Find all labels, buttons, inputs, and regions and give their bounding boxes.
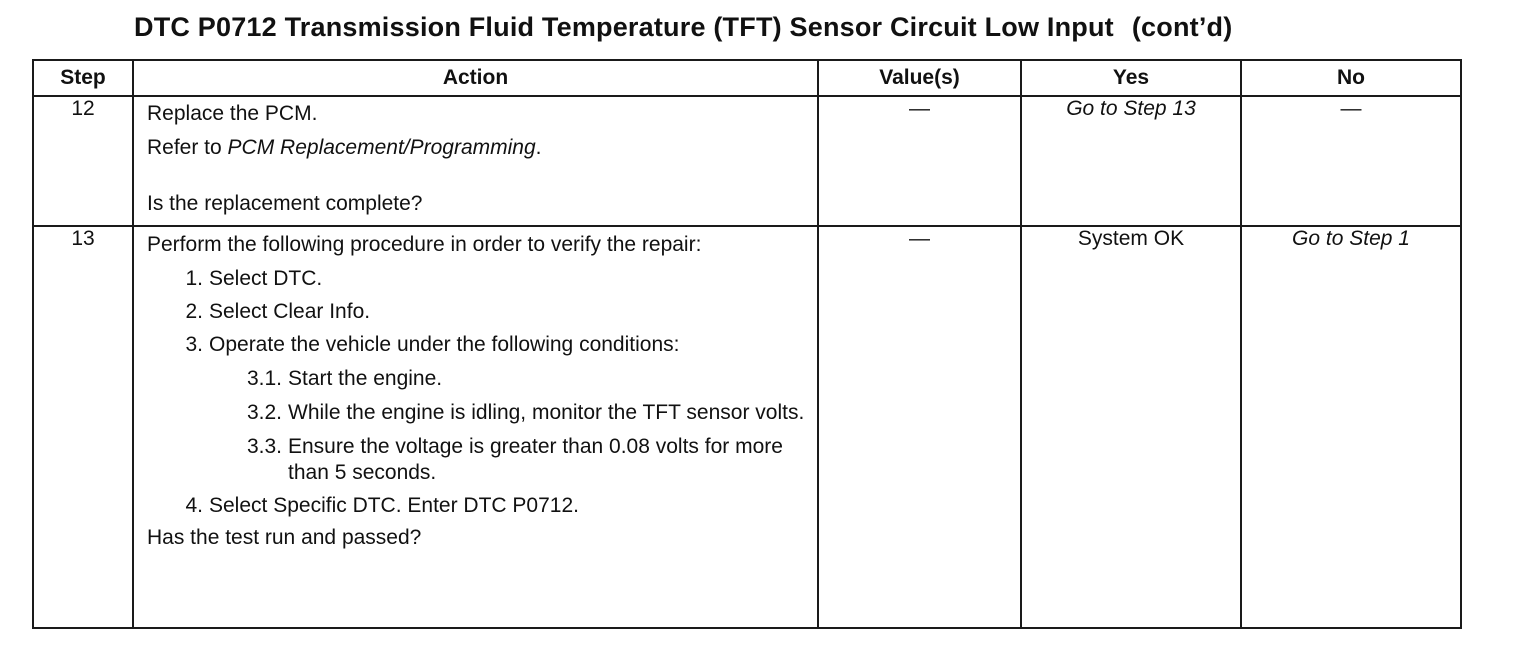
no-text: —: [1340, 97, 1362, 120]
step-number: 13: [33, 226, 133, 628]
action-cell: [133, 226, 818, 628]
values-text: —: [909, 227, 930, 250]
action-question: Is the replacement complete?: [147, 192, 423, 215]
diagnostic-table: [32, 59, 1462, 629]
action-intro: Perform the following procedure in order to verify the repair:: [147, 233, 702, 256]
no-cell: [1241, 226, 1461, 628]
yes-goto-link[interactable]: Go to Step 13: [1066, 97, 1196, 120]
procedure-step: 4. Select Specific DTC. Enter DTC P0712.: [185, 494, 579, 517]
page-title: [134, 12, 1232, 43]
no-goto-link[interactable]: Go to Step 1: [1292, 227, 1410, 250]
table-header-row: [33, 60, 1461, 96]
procedure-step: 1. Select DTC.: [185, 267, 323, 290]
yes-result: System OK: [1077, 227, 1185, 250]
header-values: Value(s): [818, 60, 1021, 96]
title-main: DTC P0712 Transmission Fluid Temperature (TFT) Sensor Circuit Low Input: [134, 12, 1114, 42]
procedure-step: 3. Operate the vehicle under the following conditions:: [185, 333, 680, 356]
table-row: [33, 96, 1461, 226]
action-line: Replace the PCM.: [147, 102, 318, 125]
header-no: No: [1241, 60, 1461, 96]
values-cell: [818, 96, 1021, 226]
no-cell: [1241, 96, 1461, 226]
title-contd: (cont’d): [1131, 12, 1233, 42]
values-cell: [818, 226, 1021, 628]
yes-cell: [1021, 96, 1241, 226]
header-action: Action: [133, 60, 818, 96]
reference-link[interactable]: PCM Replacement/Programming: [227, 136, 536, 159]
table-row: [33, 226, 1461, 628]
procedure-step: 2. Select Clear Info.: [185, 300, 371, 323]
procedure-substep: 3.2. While the engine is idling, monitor the TFT sensor volts.: [246, 401, 805, 424]
action-reference: Refer to PCM Replacement/Programming.: [147, 136, 542, 159]
step-number: 12: [33, 96, 133, 226]
header-step: Step: [33, 60, 133, 96]
values-text: —: [909, 97, 930, 120]
yes-cell: [1021, 226, 1241, 628]
action-question: Has the test run and passed?: [147, 526, 422, 549]
procedure-substep: 3.3. Ensure the voltage is greater than 0.08 volts for more than 5 seconds.: [246, 435, 783, 484]
header-yes: Yes: [1021, 60, 1241, 96]
procedure-substep: 3.1. Start the engine.: [246, 367, 443, 390]
action-cell: [133, 96, 818, 226]
